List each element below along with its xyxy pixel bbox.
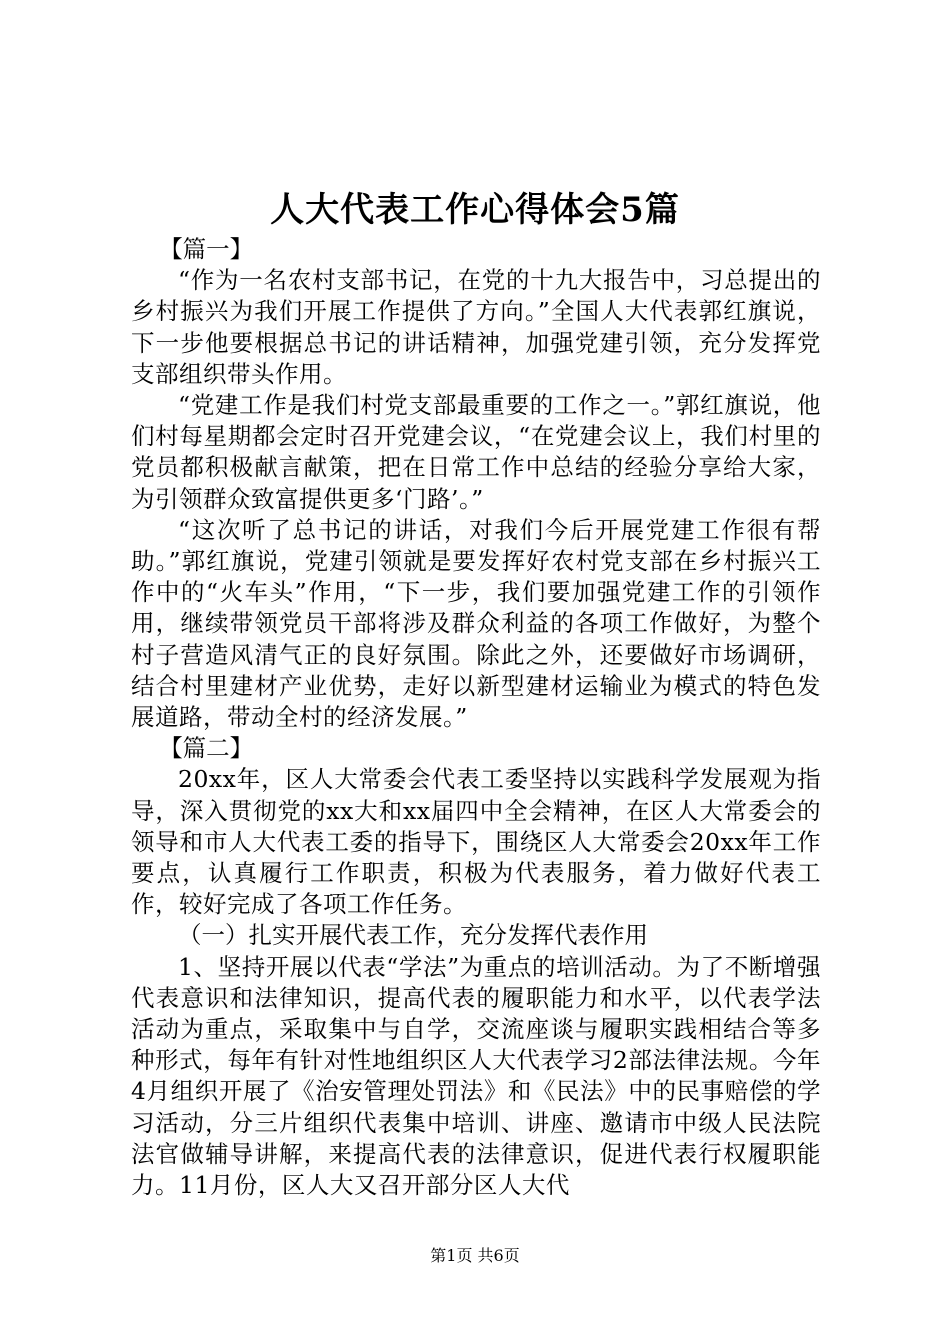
paragraph: “党建工作是我们村党支部最重要的工作之一。”郭红旗说，他们村每星期都会定时召开党建会议，“在党建会议上，我们村里的党员都积极献言献策，把在日常工作中总结的经验分享给大家，为引领群众致富提供更多‘门路’。”	[131, 391, 821, 513]
page-footer: 第1页 共6页	[430, 1246, 520, 1265]
section-heading-1: 【篇一】	[159, 235, 254, 263]
paragraph: 20xx年，区人大常委会代表工委坚持以实践科学发展观为指导，深入贯彻党的xx大和xx届四中全会精神，在区人大常委会的领导和市人大代表工委的指导下，围绕区人大常委会20xx年工作要点，认真履行工作职责，积极为代表服务，着力做好代表工作，较好完成了各项工作任务。	[131, 765, 821, 919]
subsection-heading: （一）扎实开展代表工作，充分发挥代表作用	[178, 921, 648, 950]
section-heading-2: 【篇二】	[159, 734, 254, 763]
document-title: 人大代表工作心得体会5篇	[270, 190, 680, 230]
paragraph: 1、坚持开展以代表“学法”为重点的培训活动。为了不断增强代表意识和法律知识，提高代表的履职能力和水平，以代表学法活动为重点，采取集中与自学，交流座谈与履职实践相结合等多种形式，每年有针对性地组织区人大代表学习2部法律法规。今年4月组织开展了《治安管理处罚法》和《民法》中的民事赔偿的学习活动，分三片组织代表集中培训、讲座、邀请市中级人民法院法官做辅导讲解，来提高代表的法律意识，促进代表行权履职能力。11月份，区人大又召开部分区人大代	[131, 952, 821, 1200]
paragraph: “这次听了总书记的讲话，对我们今后开展党建工作很有帮助。”郭红旗说，党建引领就是要发挥好农村党支部在乡村振兴工作中的“火车头”作用，“下一步，我们要加强党建工作的引领作用，继续带领党员干部将涉及群众利益的各项工作做好，为整个村子营造风清气正的良好氛围。除此之外，还要做好市场调研，结合村里建材产业优势，走好以新型建材运输业为模式的特色发展道路，带动全村的经济发展。”	[131, 515, 821, 732]
document-body	[131, 234, 821, 1201]
paragraph: “作为一名农村支部书记，在党的十九大报告中，习总提出的乡村振兴为我们开展工作提供了方向。”全国人大代表郭红旗说，下一步他要根据总书记的讲话精神，加强党建引领，充分发挥党支部组织带头作用。	[131, 266, 821, 388]
